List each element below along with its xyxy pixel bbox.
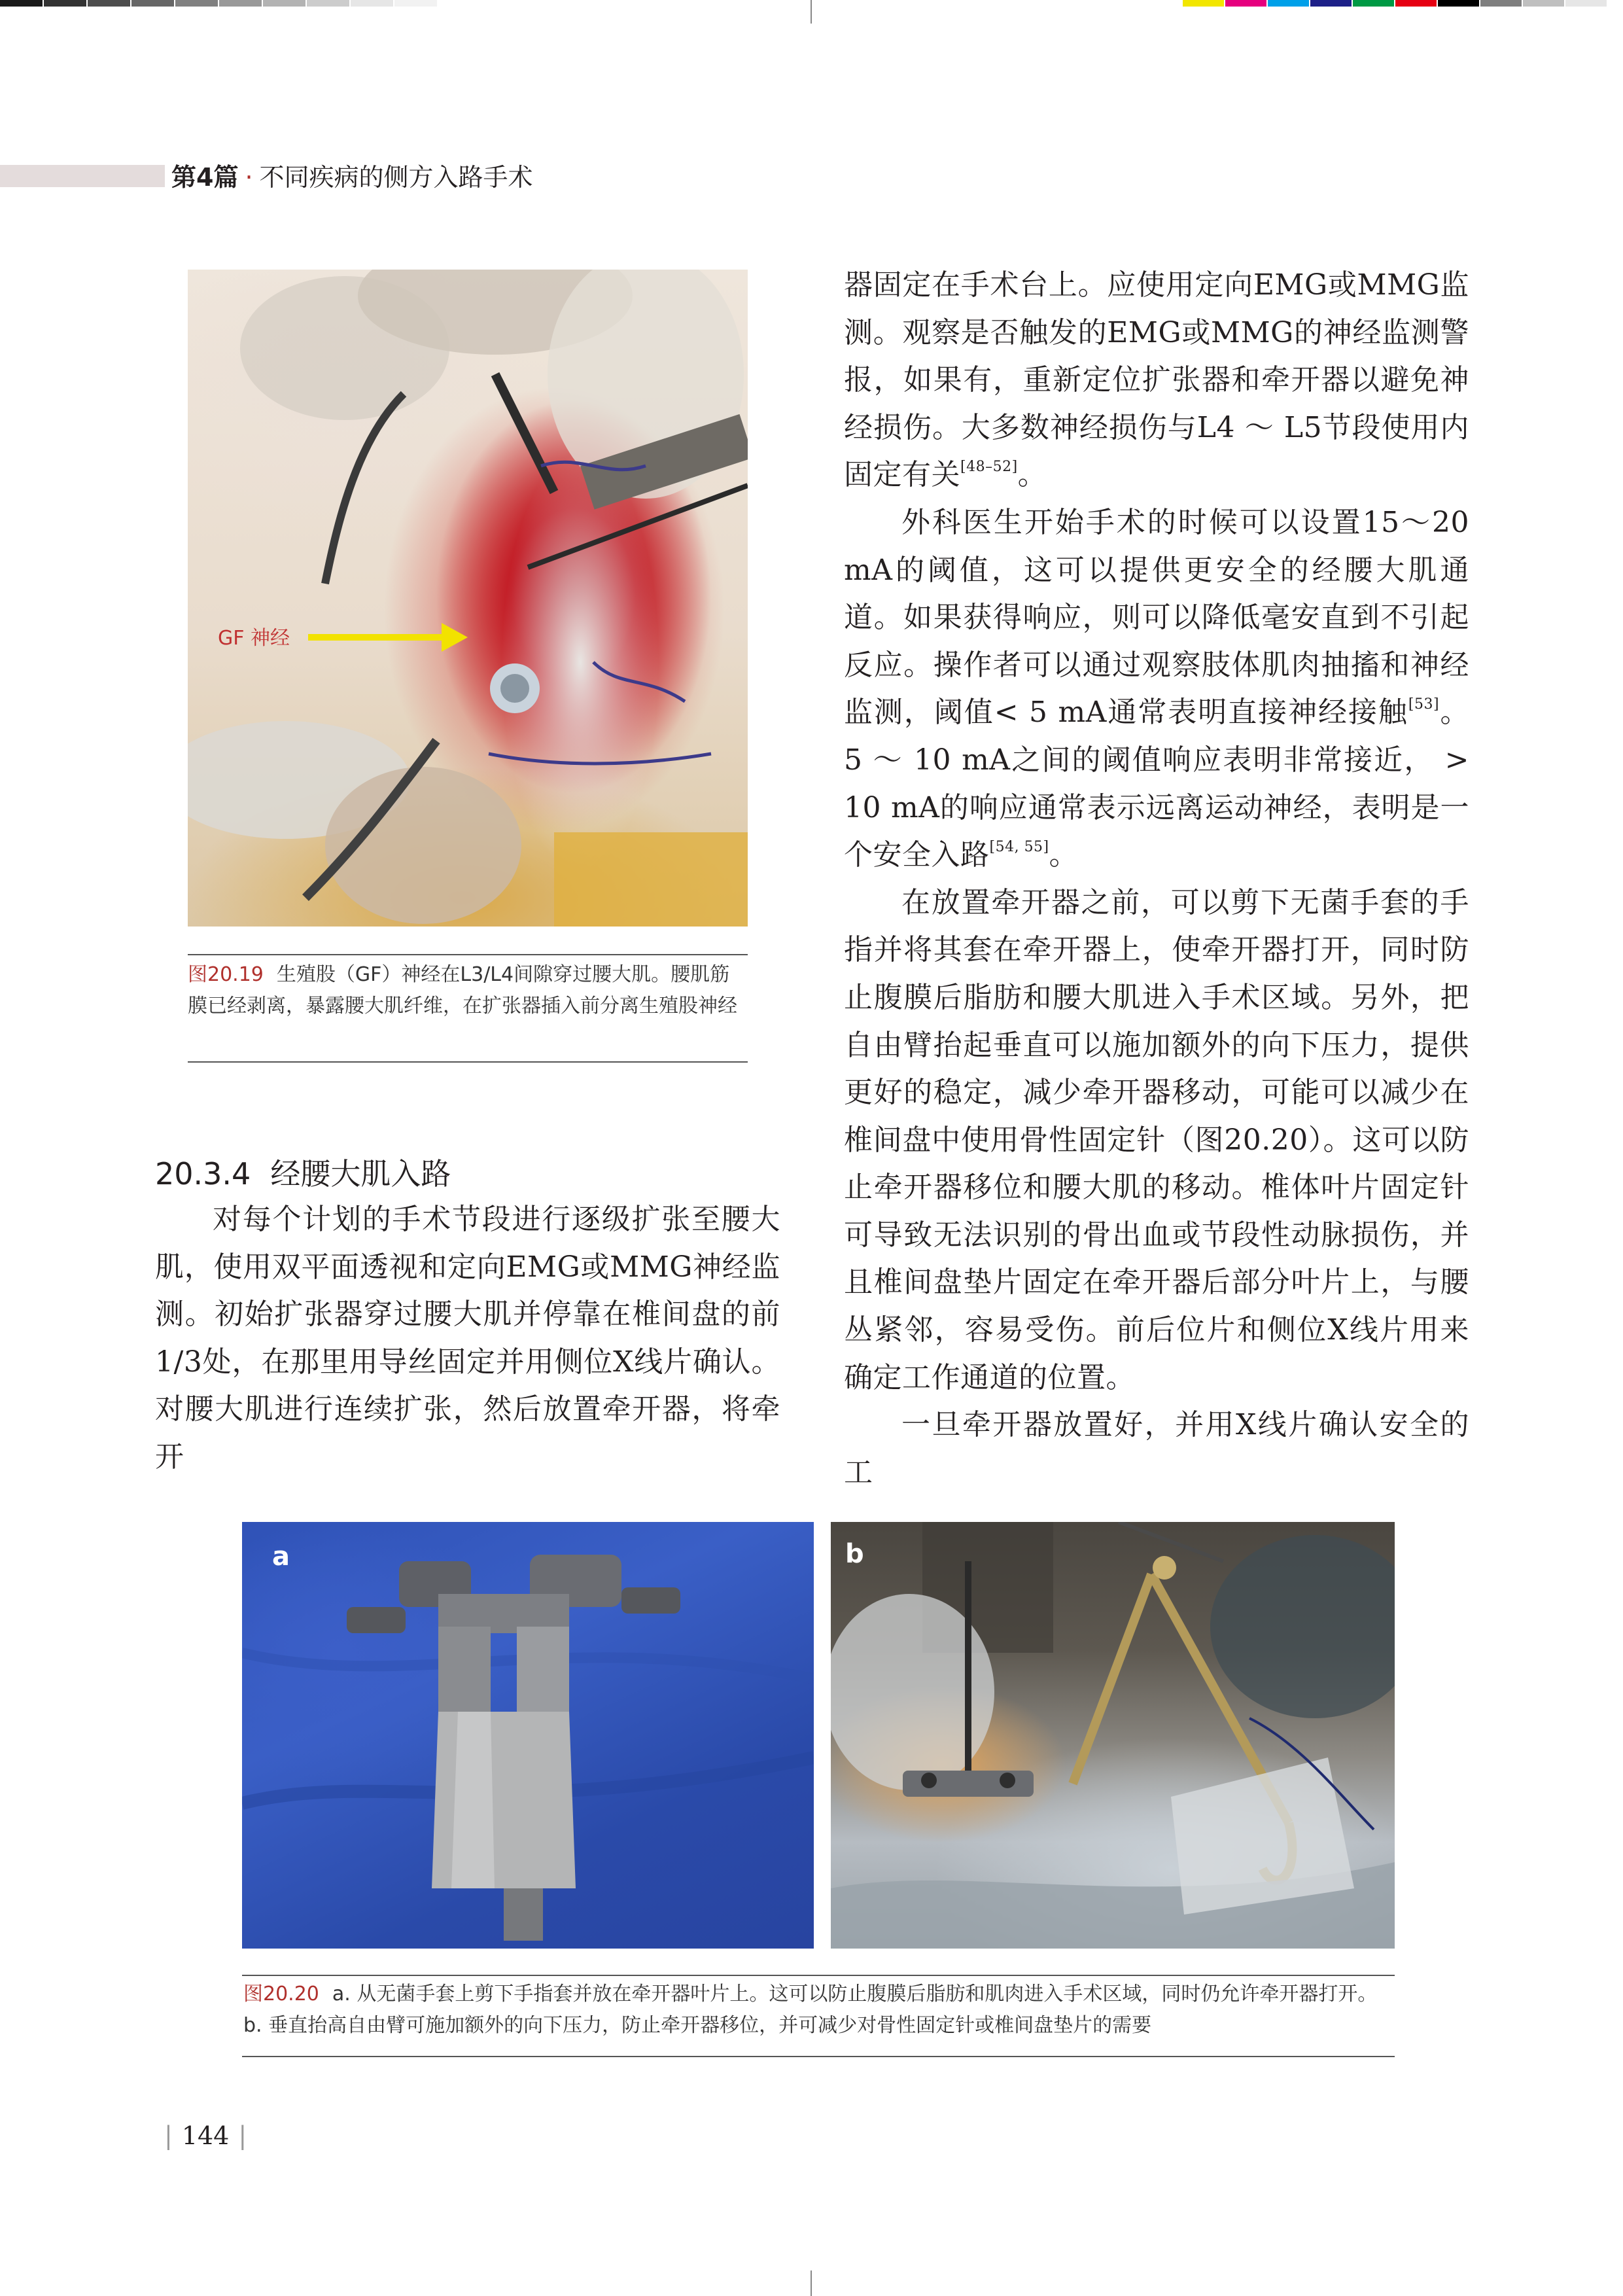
gf-nerve-label: GF 神经 (218, 627, 290, 650)
section-number: 20.3.4 (155, 1156, 251, 1192)
caption-label: 图20.19 (188, 963, 264, 986)
figure-20-19-photo (188, 270, 748, 927)
running-header (171, 157, 533, 193)
color-swatch (219, 0, 263, 7)
body-column-right (844, 262, 1469, 1496)
citation: [53] (1408, 696, 1440, 713)
color-swatch (88, 0, 131, 7)
color-swatch (1480, 0, 1523, 7)
color-swatch (394, 0, 438, 7)
text-run: 。 (1049, 838, 1079, 872)
text-run: 器固定在手术台上。应使用定向EMG或MMG监测。观察是否触发的EMG或MMG的神经监测警报，如果有，重新定位扩张器和牵开器以避免神经损伤。大多数神经损伤与L4 ～ L5节段使用内固定有关 (844, 268, 1469, 492)
crop-mark-top (811, 0, 812, 24)
page-folio (155, 2121, 256, 2150)
header-title: 不同疾病的侧方入路手术 (259, 163, 533, 192)
color-swatch (351, 0, 394, 7)
figure-20-20a-photo (242, 1522, 814, 1949)
registration-bar-left (0, 0, 438, 7)
color-swatch (175, 0, 219, 7)
paragraph: 在放置牵开器之前，可以剪下无菌手套的手指并将其套在牵开器上，使牵开器打开，同时防止腹膜后脂肪和腰大肌进入手术区域。另外，把自由臂抬起垂直可以施加额外的向下压力，提供更好的稳定，减少牵开器移动，可能可以减少在椎间盘中使用骨性固定针（图20.20）。这可以防止牵开器移位和腰大肌的移动。椎体叶片固定针可导致无法识别的骨出血或节段性动脉损伤，并且椎间盘垫片固定在牵开器后部分叶片上，与腰丛紧邻，容易受伤。前后位片和侧位X线片用来确定工作通道的位置。 (844, 885, 1469, 1394)
panel-label-a: a (272, 1542, 290, 1572)
color-swatch (1310, 0, 1353, 7)
color-swatch (307, 0, 351, 7)
color-swatch (1395, 0, 1438, 7)
caption-rule-bottom (242, 2056, 1395, 2057)
caption-label: 图20.20 (243, 1983, 319, 2005)
color-swatch (1353, 0, 1395, 7)
color-swatch (1183, 0, 1225, 7)
color-swatch (0, 0, 44, 7)
figure-20-20b-photo (831, 1522, 1395, 1949)
color-swatch (131, 0, 175, 7)
paragraph: 一旦牵开器放置好，并用X线片确认安全的工 (844, 1408, 1469, 1489)
color-swatch (44, 0, 88, 7)
caption-rule-bottom (188, 1061, 748, 1063)
retractor-illustration (242, 1522, 814, 1949)
panel-label-b: b (845, 1539, 864, 1569)
section-heading (155, 1150, 451, 1193)
color-swatch (1438, 0, 1480, 7)
color-swatch (263, 0, 307, 7)
color-swatch (1225, 0, 1268, 7)
body-column-left (155, 1196, 780, 1481)
header-separator: · (245, 163, 253, 192)
surgical-field-illustration (188, 270, 748, 927)
text-run: 外科医生开始手术的时候可以设置15～20 mA的阈值，这可以提供更安全的经腰大肌通道。如果获得响应，则可以降低毫安直到不引起反应。操作者可以通过观察肢体肌肉抽搐和神经监测，阈值< 5 mA通常表明直接神经接触 (844, 505, 1469, 730)
header-part: 第4篇 (171, 163, 239, 192)
color-swatch (1268, 0, 1310, 7)
registration-bar-right (1183, 0, 1608, 7)
section-title: 经腰大肌入路 (270, 1156, 451, 1192)
header-accent-bar (0, 165, 165, 187)
folio-bar-left: | (164, 2121, 173, 2150)
operating-room-illustration (831, 1522, 1395, 1949)
paragraph (844, 499, 1469, 879)
caption-text: a. 从无菌手套上剪下手指套并放在牵开器叶片上。这可以防止腹膜后脂肪和肌肉进入手术区域，同时仍允许牵开器打开。b. 垂直抬高自由臂可施加额外的向下压力，防止牵开器移位，并可减少对骨性固定针或椎间盘垫片的需要 (243, 1983, 1378, 2037)
figure-20-20-caption (243, 1979, 1395, 2041)
citation: [48–52] (960, 459, 1018, 476)
page-number: 144 (181, 2121, 230, 2150)
color-swatch (1565, 0, 1608, 7)
figure-20-19-caption (188, 959, 748, 1022)
paragraph (844, 262, 1469, 499)
color-swatch (1523, 0, 1565, 7)
text-run: 。 (1017, 458, 1047, 492)
text-run: 。 5 ～ 10 mA之间的阈值响应表明非常接近， > 10 mA的响应通常表示远离运动神经，表明是一个安全入路 (844, 696, 1469, 872)
caption-rule-top (188, 954, 748, 955)
caption-rule-top (242, 1975, 1395, 1976)
caption-text: 生殖股（GF）神经在L3/L4间隙穿过腰大肌。腰肌筋膜已经剥离，暴露腰大肌纤维，在扩张器插入前分离生殖股神经 (188, 963, 737, 1017)
folio-bar-right: | (238, 2121, 247, 2150)
citation: [54, 55] (989, 839, 1049, 856)
paragraph: 对每个计划的手术节段进行逐级扩张至腰大肌，使用双平面透视和定向EMG或MMG神经监测。初始扩张器穿过腰大肌并停靠在椎间盘的前1/3处，在那里用导丝固定并用侧位X线片确认。对腰大肌进行连续扩张，然后放置牵开器，将牵开 (155, 1203, 780, 1474)
crop-mark-bottom (811, 2270, 812, 2296)
